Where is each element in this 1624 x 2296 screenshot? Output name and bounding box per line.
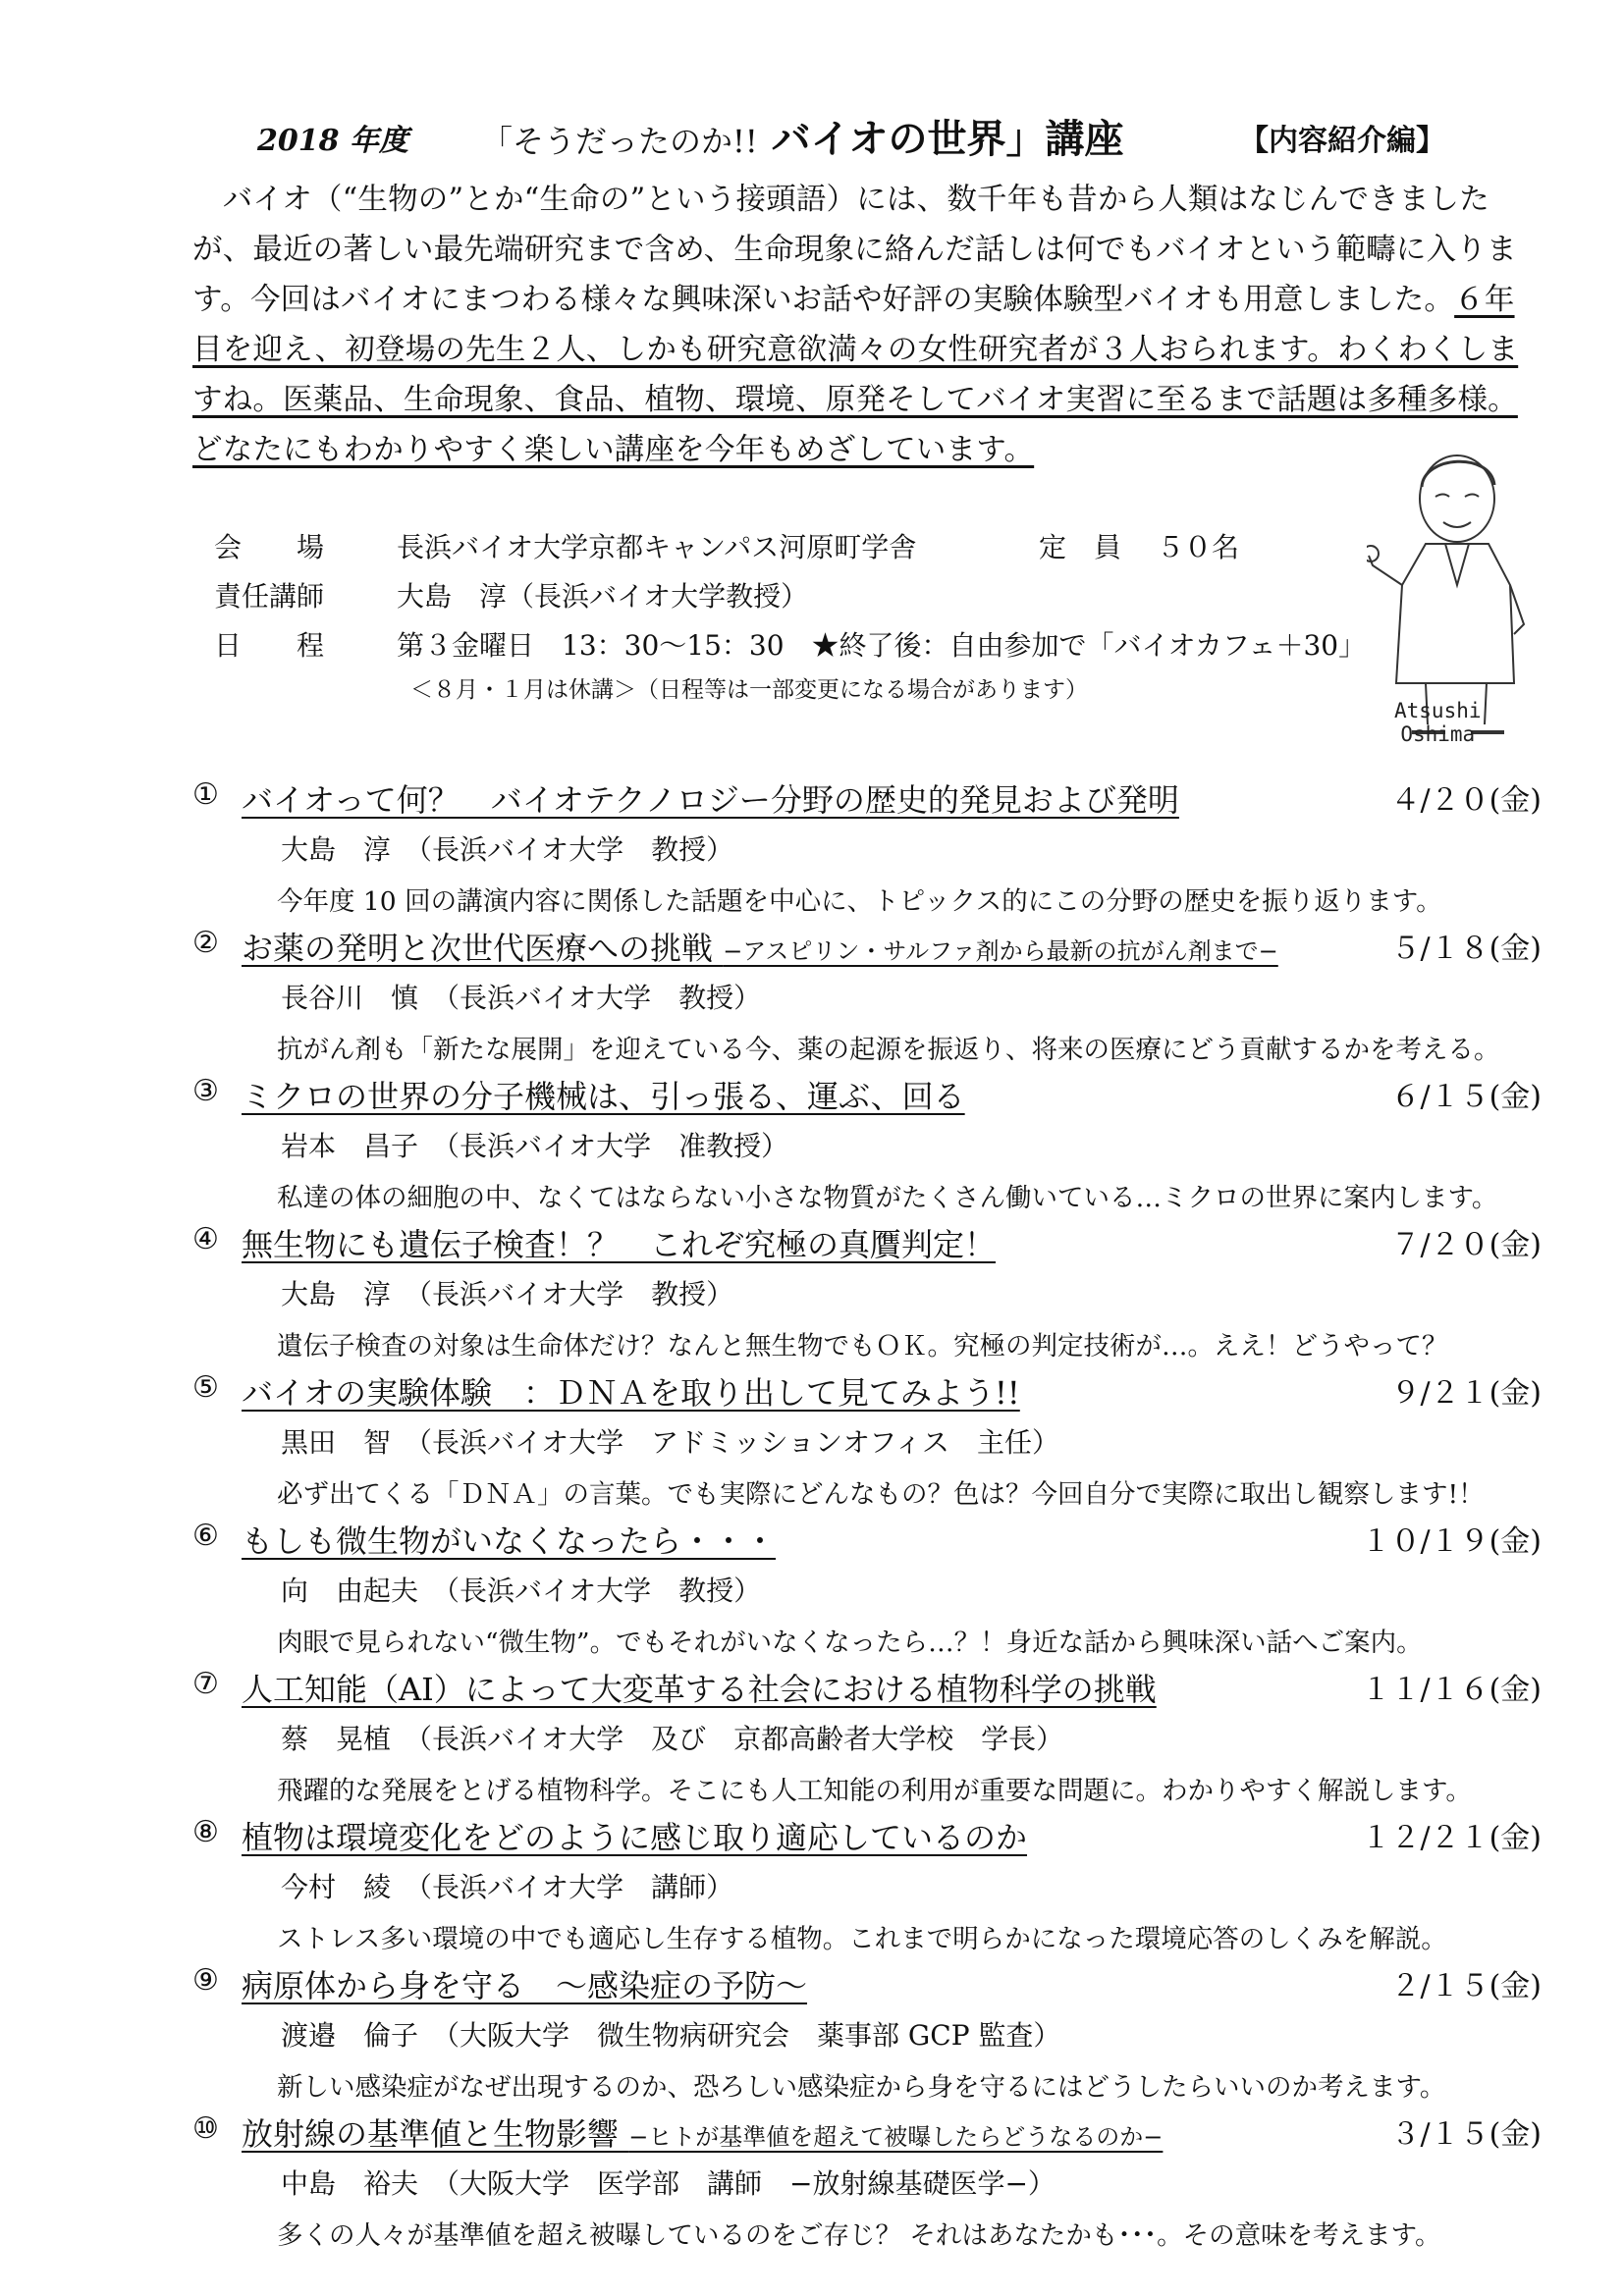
lecture-description: ストレス多い環境の中でも適応し生存する植物。これまで明らかになった環境応答のしくみを解説。: [277, 1924, 1447, 1954]
intro-paragraph: [192, 175, 1543, 475]
year-label: 2018 年度: [257, 124, 408, 158]
lecture-number: ⑦: [192, 1667, 219, 1701]
lecture-date: ４/２０(金): [1390, 783, 1542, 818]
lecturer-value: 大島 淳（長浜バイオ大学教授）: [397, 580, 809, 613]
lecture-speaker: 向 由起夫 （長浜バイオ大学 教授）: [281, 1575, 762, 1607]
lecture-title-text: 病原体から身を守る 〜感染症の予防〜: [242, 1967, 808, 2004]
capacity-value: ５０名: [1157, 531, 1240, 563]
lecture-title-text: バイオの実験体験 ：ＤＮＡを取り出して見てみよう!!: [242, 1374, 1020, 1412]
lecture-description: 今年度 10 回の講演内容に関係した話題を中心に、トピックス的にこの分野の歴史を振り返ります。: [277, 886, 1442, 917]
lecture-speaker: 蔡 晃植 （長浜バイオ大学 及び 京都高齢者大学校 学長）: [281, 1723, 1064, 1755]
lecturer-label: 責任講師: [214, 580, 325, 613]
lecture-title-text: 無生物にも遺伝子検査！？ これぞ究極の真贋判定！: [242, 1226, 997, 1263]
portrait-name-line2: Oshima: [1400, 722, 1476, 746]
schedule-label: 日 程: [214, 629, 325, 662]
lecture-speaker: 今村 綾 （長浜バイオ大学 講師）: [281, 1871, 734, 1903]
lecture-title: [242, 1813, 1027, 1858]
lecture-title-text: ミクロの世界の分子機械は、引っ張る、運ぶ、回る: [242, 1078, 965, 1115]
portrait-name-line1: Atsushi: [1394, 699, 1482, 722]
lecture-title: [242, 775, 1179, 821]
lecture-title-text: もしも微生物がいなくなったら・・・: [242, 1522, 777, 1560]
lecture-title: [242, 924, 1278, 969]
lecture-description: 必ず出てくる「ＤＮＡ」の言葉。でも実際にどんなもの？色は？今回自分で実際に取出し観察します!！: [277, 1479, 1485, 1510]
lecture-title-text: バイオって何？ バイオテクノロジー分野の歴史的発見および発明: [242, 781, 1179, 819]
lecture-subtitle: −ヒトが基準値を超えて被曝したらどうなるのか−: [628, 2123, 1164, 2151]
title-main: バイオの世界」講座: [771, 116, 1124, 162]
lecture-number: ⑧: [192, 1815, 219, 1849]
lecture-title: [242, 1220, 996, 1265]
title-prefix: 「そうだったのか!!: [481, 123, 758, 160]
lecture-title-text: 人工知能（AI）によって大変革する社会における植物科学の挑戦: [242, 1671, 1157, 1708]
lecture-title-text: お薬の発明と次世代医療への挑戦: [242, 930, 724, 967]
lecture-title: [242, 1368, 1020, 1414]
lecture-title: [242, 1961, 807, 2006]
lecture-speaker: 渡邉 倫子 （大阪大学 微生物病研究会 薬事部 GCP 監査）: [281, 2019, 1061, 2052]
lecture-speaker: 中島 裕夫 （大阪大学 医学部 講師 −放射線基礎医学−）: [281, 2167, 1056, 2200]
lecture-title-text: 放射線の基準値と生物影響: [242, 2115, 629, 2153]
lecture-date: ６/１５(金): [1390, 1080, 1542, 1114]
lecture-date: １２/２１(金): [1361, 1821, 1542, 1855]
lecture-number: ①: [192, 777, 219, 812]
lecture-title-text: 植物は環境変化をどのように感じ取り適応しているのか: [242, 1819, 1028, 1856]
lecture-title: [242, 1072, 965, 1117]
lecture-description: 私達の体の細胞の中、なくてはならない小さな物質がたくさん働いている…ミクロの世界に案内します。: [277, 1183, 1498, 1213]
page-title: [481, 108, 1123, 164]
content-tag: 【内容紹介編】: [1239, 124, 1445, 158]
venue-label: 会 場: [214, 531, 325, 563]
lecture-description: 抗がん剤も「新たな展開」を迎えている今、薬の起源を振返り、将来の医療にどう貢献するかを考える。: [277, 1035, 1500, 1065]
lecture-speaker: 大島 淳 （長浜バイオ大学 教授）: [281, 1278, 734, 1310]
lecture-speaker: 黒田 智 （長浜バイオ大学 アドミッションオフィス 主任）: [281, 1426, 1059, 1459]
lecture-description: 遺伝子検査の対象は生命体だけ？なんと無生物でもＯＫ。究極の判定技術が…。ええ！どうやって？: [277, 1331, 1448, 1362]
lecture-title: [242, 1517, 776, 1562]
venue-value: 長浜バイオ大学京都キャンパス河原町学舎: [397, 531, 917, 563]
lecture-number: ⑩: [192, 2111, 219, 2146]
lecture-number: ②: [192, 926, 219, 960]
lecture-title: [242, 1665, 1157, 1710]
lecture-speaker: 岩本 昌子 （長浜バイオ大学 准教授）: [281, 1130, 789, 1162]
lecture-description: 新しい感染症がなぜ出現するのか、恐ろしい感染症から身を守るにはどうしたらいいのか考えます。: [277, 2072, 1446, 2103]
schedule-value: 第３金曜日 13：30〜15：30 ★終了後：自由参加で「バイオカフェ＋30」: [397, 629, 1367, 662]
lecture-date: ９/２１(金): [1390, 1376, 1542, 1411]
lecture-description: 多くの人々が基準値を超え被曝しているのをご存じ？ それはあなたかも･･･。その意味を考えます。: [277, 2220, 1441, 2251]
schedule-note: ＜８月・１月は休講＞（日程等は一部変更になる場合があります）: [410, 677, 1088, 703]
intro-text: バイオ（“生物の”とか“生命の”という接頭語）には、数千年も昔から人類はなじんできましたが、最近の著しい最先端研究まで含め、生命現象に絡んだ話しは何でもバイオという範疇に入ります。今回はバイオにまつわる様々な興味深いお話や好評の実験体験型バイオも用意しました。: [192, 183, 1517, 317]
lecture-date: ２/１５(金): [1390, 1969, 1542, 2003]
lecture-date: ５/１８(金): [1390, 932, 1542, 966]
lecture-description: 肉眼で見られない“微生物”。でもそれがいなくなったら…？！身近な話から興味深い話へご案内。: [277, 1628, 1423, 1658]
lecture-number: ③: [192, 1074, 219, 1108]
lecture-number: ⑤: [192, 1370, 219, 1405]
lecture-date: ３/１５(金): [1390, 2117, 1542, 2152]
lecture-speaker: 大島 淳 （長浜バイオ大学 教授）: [281, 833, 734, 866]
lecture-subtitle: −アスピリン・サルファ剤から最新の抗がん剤まで−: [723, 937, 1278, 965]
lecture-description: 飛躍的な発展をとげる植物科学。そこにも人工知能の利用が重要な問題に。わかりやすく解説します。: [277, 1776, 1472, 1806]
lecture-title: [242, 2109, 1163, 2155]
intro-highlight: ６年目を迎え、初登場の先生２人、しかも研究意欲満々の女性研究者が３人おられます。わくわくしますね。医薬品、生命現象、食品、植物、環境、原発そしてバイオ実習に至るまで話題は多種多様。どなたにもわかりやすく楽しい講座を今年もめざしています。: [192, 283, 1519, 467]
title-row: [0, 108, 1624, 167]
lecture-number: ④: [192, 1222, 219, 1256]
capacity-label: 定 員: [1039, 531, 1122, 563]
lecture-speaker: 長谷川 慎 （長浜バイオ大学 教授）: [281, 982, 762, 1014]
lecture-date: １１/１６(金): [1361, 1673, 1542, 1707]
portrait-caption: [1394, 699, 1482, 746]
lecture-date: １０/１９(金): [1361, 1524, 1542, 1559]
lecture-number: ⑥: [192, 1519, 219, 1553]
lecture-number: ⑨: [192, 1963, 219, 1998]
lecture-date: ７/２０(金): [1390, 1228, 1542, 1262]
